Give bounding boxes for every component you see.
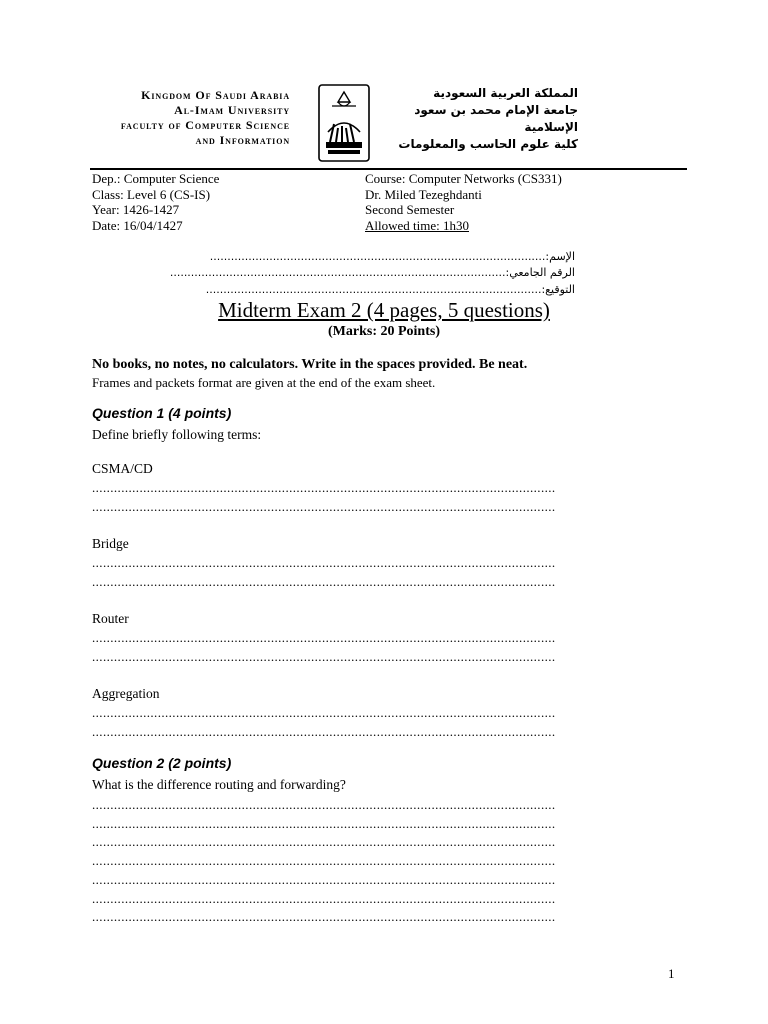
answer-line: ............................................................................................................................... <box>92 909 556 925</box>
answer-area-router[interactable] <box>92 629 672 666</box>
header-line: faculty of Computer Science <box>120 118 290 132</box>
question-2-heading: Question 2 (2 points) <box>92 755 232 771</box>
answer-line: ............................................................................................................................... <box>92 815 556 831</box>
answer-line: ............................................................................................................................... <box>92 890 556 906</box>
header-line-arabic: المملكة العربية السعودية <box>433 86 578 100</box>
exam-marks: (Marks: 20 Points) <box>328 324 440 339</box>
class-level: Class: Level 6 (CS-IS) <box>92 186 211 202</box>
answer-line: ............................................................................................................................... <box>92 480 556 495</box>
question-2-prompt: What is the difference routing and forwarding? <box>92 777 346 792</box>
student-id-label: الرقم الجامعي: <box>505 266 575 279</box>
question-1-heading: Question 1 (4 points) <box>92 405 232 421</box>
university-logo <box>318 84 370 162</box>
answer-line: ............................................................................................................................... <box>92 871 556 887</box>
header-line-arabic: كلية علوم الحاسب والمعلومات <box>398 137 578 151</box>
answer-line: ............................................................................................................................... <box>92 630 556 645</box>
institution-header-arabic <box>390 85 578 153</box>
exam-info-left <box>92 171 219 233</box>
header-line-arabic: جامعة الإمام محمد بن سعود الإسلامية <box>414 103 578 134</box>
term-aggregation: Aggregation <box>92 686 160 701</box>
header-line: Al-Imam University <box>174 103 290 117</box>
exam-note: Frames and packets format are given at the end of the exam sheet. <box>92 375 436 390</box>
answer-area-question-2[interactable] <box>92 796 672 927</box>
student-name-label: الإسم: <box>545 250 575 263</box>
header-divider <box>90 168 687 170</box>
student-name-field[interactable] <box>210 250 575 263</box>
exam-info-right <box>365 171 562 233</box>
term-router: Router <box>92 611 129 626</box>
fill-line: ................................................................................................ <box>169 266 506 279</box>
exam-title: Midterm Exam 2 (4 pages, 5 questions) <box>218 298 550 322</box>
exam-rules: No books, no notes, no calculators. Write in the spaces provided. Be neat. <box>92 357 528 372</box>
instructor: Dr. Miled Tezeghdanti <box>365 186 482 202</box>
answer-line: ............................................................................................................................... <box>92 853 556 869</box>
semester: Second Semester <box>365 202 455 217</box>
answer-area-csma-cd[interactable] <box>92 479 672 516</box>
page-number: 1 <box>668 966 675 981</box>
answer-line: ............................................................................................................................... <box>92 573 556 589</box>
answer-area-aggregation[interactable] <box>92 704 672 741</box>
course: Course: Computer Networks (CS331) <box>365 171 562 186</box>
header-line: and Information <box>195 133 290 147</box>
answer-line: ............................................................................................................................... <box>92 648 556 664</box>
fill-line: ................................................................................................ <box>209 250 546 263</box>
signature-label: التوقيع: <box>541 283 575 296</box>
answer-line: ............................................................................................................................... <box>92 834 556 850</box>
answer-line: ............................................................................................................................... <box>92 705 556 720</box>
term-bridge: Bridge <box>92 536 129 551</box>
institution-header-english <box>80 88 290 148</box>
question-1-prompt: Define briefly following terms: <box>92 427 262 442</box>
answer-line: ............................................................................................................................... <box>92 723 556 739</box>
allowed-time: Allowed time: 1h30 <box>365 217 469 233</box>
fill-line: ................................................................................................ <box>205 283 542 296</box>
student-id-field[interactable] <box>170 266 575 279</box>
signature-field[interactable] <box>206 283 575 296</box>
exam-date: Date: 16/04/1427 <box>92 217 183 233</box>
term-csma-cd: CSMA/CD <box>92 461 153 476</box>
answer-line: ............................................................................................................................... <box>92 498 556 514</box>
header-line: Kingdom Of Saudi Arabia <box>141 88 290 102</box>
answer-line: ............................................................................................................................... <box>92 797 556 812</box>
academic-year: Year: 1426-1427 <box>92 202 180 217</box>
department: Dep.: Computer Science <box>92 171 220 186</box>
answer-line: ............................................................................................................................... <box>92 555 556 570</box>
answer-area-bridge[interactable] <box>92 554 672 591</box>
